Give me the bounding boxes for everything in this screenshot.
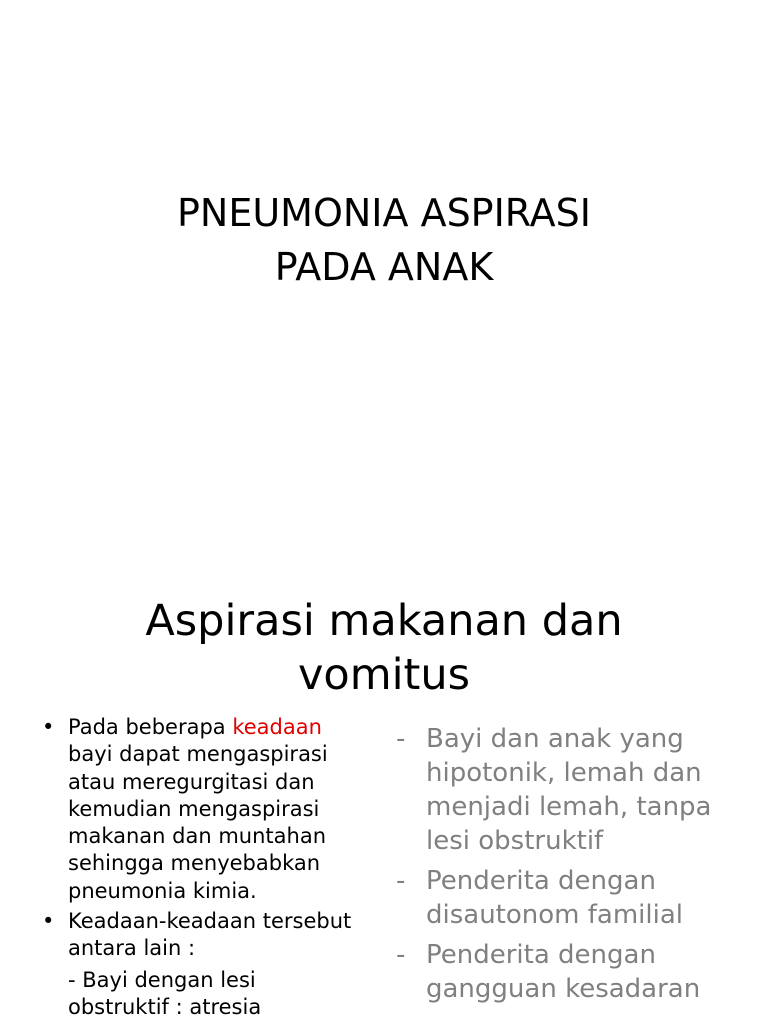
bullet-1-prefix: Pada beberapa <box>68 715 233 739</box>
dash-glyph: - <box>396 940 406 970</box>
dash-item <box>396 722 736 858</box>
slide-1-title-line-1: PNEUMONIA ASPIRASI <box>177 191 591 235</box>
dash-glyph: - <box>396 866 406 896</box>
slide-1-title <box>0 186 768 294</box>
dash-item <box>396 864 736 932</box>
dash-item-text: Penderita dengan gangguan kesadaran <box>426 940 701 1004</box>
bullet-1-rest: bayi dapat mengaspirasi atau meregurgitasi dan kemudian mengaspirasi makanan dan muntahan sehingga menyebabkan pneumonia kimia. <box>68 742 328 903</box>
slide-2-title <box>0 594 768 702</box>
slide-2-title-line-1: Aspirasi makanan dan <box>145 596 623 646</box>
bullet-item <box>42 908 362 1021</box>
left-bullet-list <box>42 714 362 1024</box>
slide-2 <box>0 576 768 1024</box>
slide-1-title-line-2: PADA ANAK <box>274 245 494 289</box>
right-dash-list <box>396 722 736 1012</box>
dash-glyph: - <box>396 724 406 754</box>
dash-item-text: Penderita dengan disautonom familial <box>426 866 684 930</box>
dash-item-text: Bayi dan anak yang hipotonik, lemah dan menjadi lemah, tanpa lesi obstruktif <box>426 724 712 856</box>
bullet-glyph: • <box>42 715 55 739</box>
slide-2-title-line-2: vomitus <box>297 650 471 700</box>
bullet-1-highlight: keadaan <box>232 715 322 739</box>
bullet-item <box>42 714 362 905</box>
dash-item <box>396 938 736 1006</box>
bullet-2-text: Keadaan-keadaan tersebut antara lain : <box>68 909 352 961</box>
sub-item: - Bayi dengan lesi obstruktif : atresia <box>68 967 262 1019</box>
bullet-glyph: • <box>42 909 55 934</box>
